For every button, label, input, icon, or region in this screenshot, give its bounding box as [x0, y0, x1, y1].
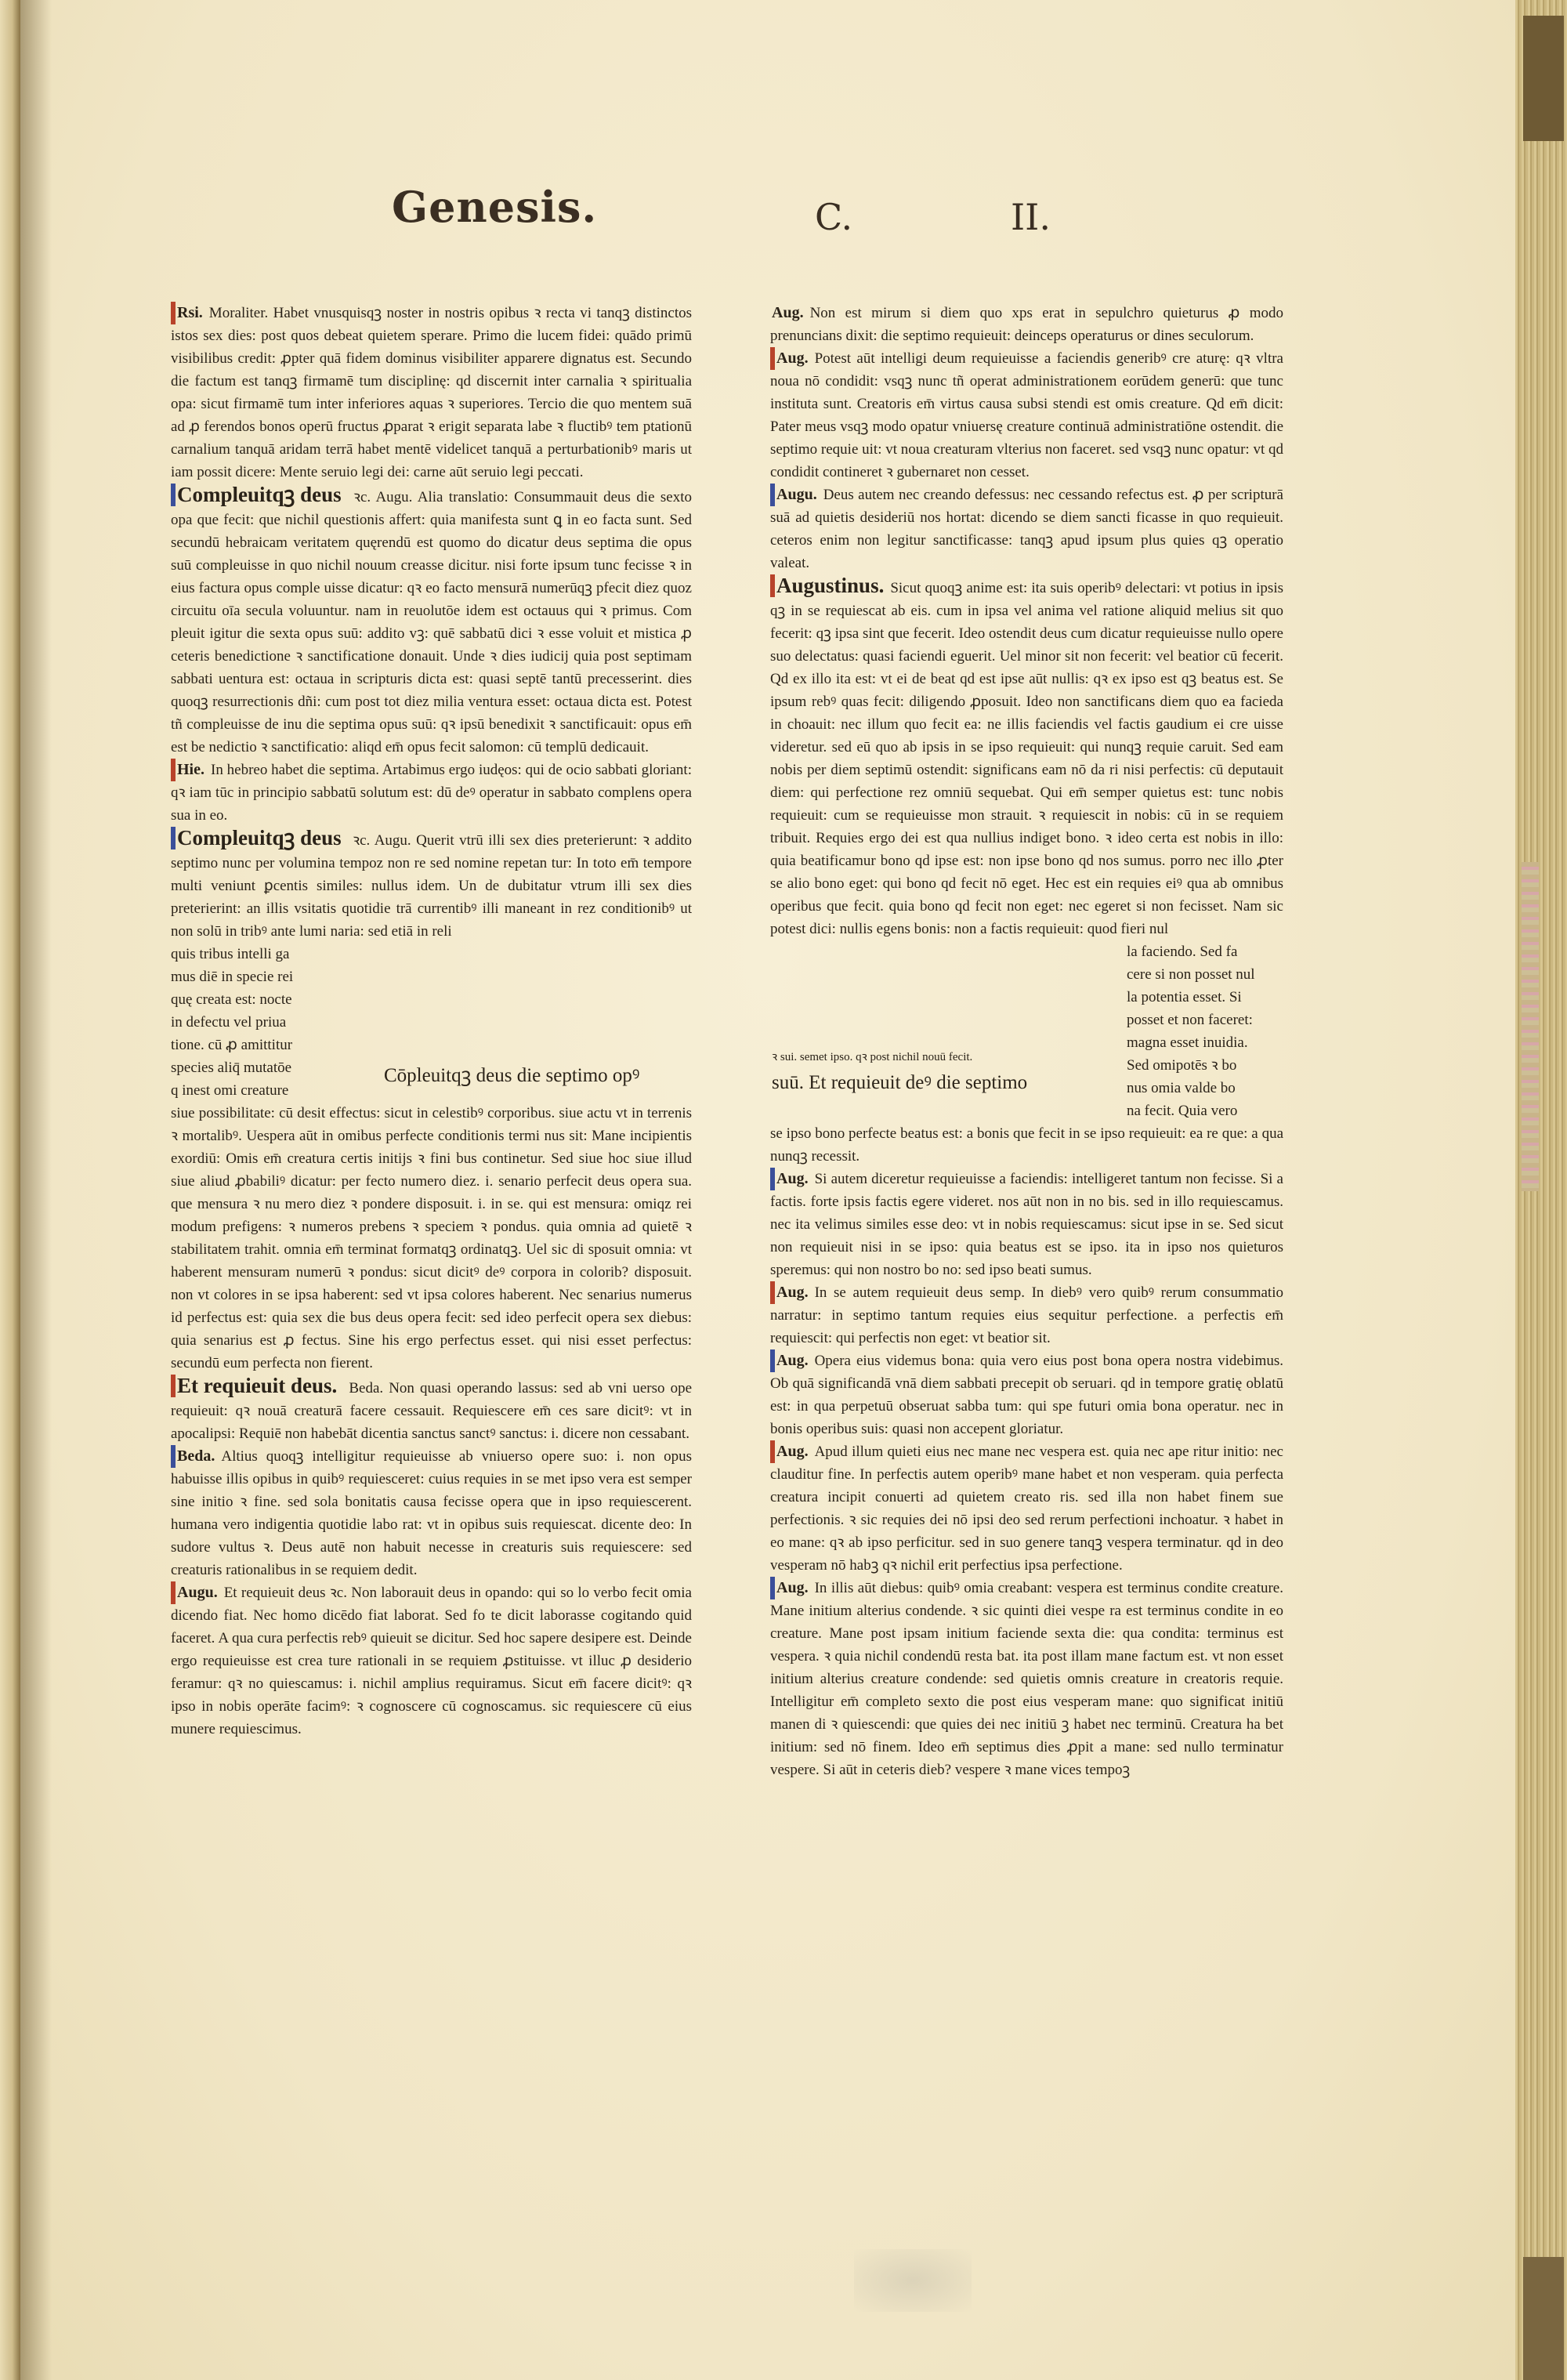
- faded-library-stamp: [854, 2249, 972, 2312]
- rubric-marker: Augustinus.: [770, 574, 888, 597]
- narrow-gloss-line: species aliq̄ mutatōe: [171, 1060, 292, 1076]
- biblical-verse-right: suū. Et requieuit deꝰ die septimo: [772, 1072, 1028, 1093]
- gloss-paragraph: [770, 347, 1283, 484]
- gloss-paragraph: [171, 1445, 692, 1581]
- gloss-paragraph: [171, 1581, 692, 1741]
- narrow-gloss-line: posset et non faceret:: [1127, 1012, 1253, 1028]
- binding-top: [1523, 16, 1564, 141]
- narrow-gloss-line: nus omia valde bo: [1127, 1080, 1236, 1096]
- gloss-text: Non est mirum si diem quo xps erat in sepulchro quieturus ꝓ modo prenuncians dixit: die septimo requieuit: deinceps operaturus or dines seculorum.: [770, 305, 1283, 344]
- narrow-gloss-line: quę creata est: nocte: [171, 991, 292, 1008]
- gloss-paragraph: [770, 302, 1283, 347]
- gloss-paragraph: [171, 302, 692, 484]
- binding-bottom: [1523, 2257, 1564, 2380]
- gloss-paragraph: [171, 827, 692, 943]
- gloss-paragraph: [770, 1440, 1283, 1577]
- gloss-paragraph: [171, 1102, 692, 1375]
- gloss-text: Beda. Non quasi operando lassus: sed ab vni uerso ope requieuit: qꝛ nouā creaturā facere cessauit. Requiescere em̄ ces sare dicitꝰ: vt in apocalipsi: Requiē non habebāt dicentia sanctus sanctꝰ sanctus: i. dicere non cessabant.: [171, 1380, 692, 1442]
- gloss-text: In hebreo habet die septima. Artabimus ergo iudęos: qui de ocio sabbati gloriant: qꝛ iam tūc in principio sabbatū solutum est: dū deꝰ operatur in sabbato complens opera sua in eo.: [171, 762, 692, 824]
- narrow-gloss-line: mus diē in specie rei: [171, 969, 294, 985]
- gloss-text: Apud illum quieti eius nec mane nec vespera est. quia nec ape ritur initio: nec clauditur fine. In perfectis autem operibꝰ mane habet et non vesperam. quia perfecta creatura incipit conuerti ad quietem creato ris. sed illa non habet finem sue perfectionis. ꝛ sic requies dei nō ipsi deo sed rerum perfectioni inchoatur. ꝛ habet in eo mane: qꝛ ab ipso perficitur. sed in suo genere tanqꝫ vespera terminatur. qd in deo vesperam nō habꝫ qꝛ nichil erit perfectius ipsa perfectione.: [770, 1444, 1283, 1574]
- gloss-paragraph: [171, 484, 692, 759]
- running-title: Genesis.: [392, 182, 598, 232]
- gloss-paragraph: [770, 1168, 1283, 1281]
- rubric-marker: Aug.: [770, 1349, 812, 1372]
- gloss-text: Et requieuit deus ꝛc. Non laborauit deus in opando: qui so lo verbo fecit omia dicendo fiat. Nec homo dicēdo fiat laborat. Sed fo te dicit laborasse cogitando quid faceret. A qua cura perfectis rebꝰ quieuit se dicitur. Sed hoc sapere desipere est. Deinde ergo requieuisse est crea ture rationali in se requiem ꝓstituisse. vt illuc ꝓ desiderio feramur: qꝛ no quiescamus: i. nichil amplius requiramus. Sicut em̄ facere dicitꝰ: qꝛ ipso in nobis operāte facimꝰ: ꝛ cognoscere cū cognoscamus. sic requiescere cū eius munere requiescimus.: [171, 1585, 692, 1737]
- lemma-heading: Compleuitqꝫ deus: [171, 484, 346, 506]
- lemma-heading: Et requieuit deus.: [171, 1375, 341, 1397]
- narrow-gloss-block: [770, 940, 1283, 1122]
- spine-shadow: [20, 0, 52, 2380]
- left-gloss-column: [171, 302, 692, 1900]
- narrow-gloss-line: q inest omi creature: [171, 1082, 289, 1099]
- gloss-paragraph: [770, 484, 1283, 574]
- gloss-text: siue possibilitate: cū desit effectus: sicut in celestibꝰ corporibus. siue actu vt in terrenis ꝛ mortalibꝰ. Uespera aūt in omibus perfecte conditionis termi nus sit: Mane incipientis exordiū: Omis em̄ creatura certis initijs ꝛ fini bus continetur. Sed siue hoc siue illud siue aliud ꝓbabiliꝰ dicatur: per fecto numero diez. i. senario perfecit deus opera sua. que mensura ꝛ nu mero diez ꝛ pondere disposuit. i. in se. qui est mensura: omiqz rei modum prefigens: ꝛ numeros prebens ꝛ speciem ꝛ pondus. quia omnia ad quietē ꝛ stabilitatem trahit. omnia em̄ terminat formatqꝫ ordinatqꝫ. Uel sic di sposuit omnia: vt haberent mensuram numerū ꝛ pondus: sicut dicitꝰ deꝰ corpora in colorib? disposuit. non vt colores in se ipsa haberent: sed vt ipsa colores haberent. Nec senarius numerus id perfectus est: quia sex die bus deus opera fecit: sed ideo perfecit opera sex diebus: quia senarius est ꝓ fectus. Sine his ergo perfectus esset. qui nisi esset perfectus: secundū eum perfecta non fierent.: [171, 1105, 692, 1371]
- narrow-gloss-line: la potentia esset. Si: [1127, 989, 1242, 1005]
- interlinear-note: ꝛ sui. semet ipso. qꝛ post nichil nouū fecit.: [772, 1051, 973, 1063]
- narrow-gloss-line: quis tribus intelli ga: [171, 946, 290, 962]
- gloss-paragraph: [171, 1375, 692, 1445]
- rubric-marker: Augu.: [770, 484, 821, 506]
- page-marker-ribbon: [1522, 862, 1539, 1191]
- gloss-paragraph: [171, 759, 692, 827]
- gloss-text: ꝛc. Augu. Querit vtrū illi sex dies preterierunt: ꝛ addito septimo nunc per volumina tempoz non re sed nomine repetan tur: In toto em̄ tempore multi veniunt ꝑcentis similes: nullus idem. Un de dubitatur vtrum illi sex dies preterierint: an illis vsitatis quotidie trā currentibꝰ illi maneant in rez conditionibꝰ ut non solū in tribꝰ ante lumi naria: sed etiā in reli: [171, 832, 692, 940]
- gloss-paragraph: [770, 574, 1283, 940]
- lemma-heading: Compleuitqꝫ deus: [171, 827, 346, 849]
- rubric-marker: Hie.: [171, 759, 208, 781]
- chapter-number: II.: [1011, 196, 1051, 238]
- narrow-gloss-line: Sed omipotēs ꝛ bo: [1127, 1057, 1237, 1074]
- gloss-text: Sicut quoqꝫ anime est: ita suis operibꝰ delectari: vt potius in ipsis qꝫ in se requiescat ab eis. cum in ipsa vel anima vel ratione aliquid melius sit quo fecerit: qꝫ ipsa sint que fecerit. Ideo ostendit deus cum dicatur requieuisse nullo opere suo delectatus: quasi faciendi eguerit. Uel minor sit non fecerit: vel beatior cū fecerit. Qd ex illo ita est: vt ei de beat qd est ipse aūt nullis: qꝛ ex ipso est qꝫ beatus est. Se ipsum rebꝰ quas fecit: diligendo ꝓposuit. Ideo non sanctificans diem quo ea facieda in choauit: nec illum quo fecit ea: ne illis faciendis vel factis gaudium ei cre uisse videretur. sed eū quo ab ipsis in se ipso requieuit: qui nunqꝫ requie caruit. Sed eam nobis per diem septimū ostendit: significans eam nō da ri nisi perfectis: cū deputauit diem: qui perfectione rez omniū sequebat. Qui em̄ semper quietus est: tunc nobis requieuit: cum se requieuisse mon strauit. ꝛ requiescit in nobis: cū in se requiem tribuit. Requies ergo dei est qua nullius indiget bono. ꝛ ideo certa est nobis in illo: quia beatificamur bono qd ipse est: non ipse bono qd nos sumus. porro nec illo ꝓter se alio bono eget: qui bono qd fecit nō eget. Hec est ein requies eiꝰ qua ab omnibus operibus que fecit. quia bono qd fecit non eget: nec egeret si non fecisset. Nam sic potest dici: nullis egens bonis: non a factis requieuit: quod fieri nul: [770, 580, 1283, 937]
- rubric-marker: Aug.: [770, 1440, 812, 1463]
- gloss-paragraph: [770, 1281, 1283, 1349]
- gloss-text: Deus autem nec creando defessus: nec cessando refectus est. ꝓ per scripturā suā ad quietis desideriū nos hortat: dicendo se diem sancti ficasse in quo requieuit. ceteros enim non legitur sanctificasse: tanqꝫ apud ipsum plus quies qꝫ operatio valeat.: [770, 487, 1283, 571]
- rubric-marker: Aug.: [770, 1281, 812, 1304]
- gloss-text: In illis aūt diebus: quibꝰ omia creabant: vespera est terminus condite creature. Mane initium alterius condende. ꝛ sic quinti diei vespe ra est terminus condite in eo creature. Mane post ipsam initium faciende sexta die: qua condita: terminus est vespera. ꝛ quia nichil condendū resta bat. ita post illam mane factum est. vt non esset initium alterius creature condende: sed quietis omnis creature in creatoris requie. Intelligitur em̄ completo sexto die post eius vesperam mane: quo significat initiū manen di ꝛ quiescendi: que quies dei nec initiū ꝫ habet nec terminū. Creatura ha bet initium: sed nō finem. Ideo em̄ septimus dies ꝓpit a mane: sed nullo terminatur vespere. Si aūt in ceteris dieb? vespere ꝛ mane vices tempoꝫ: [770, 1580, 1283, 1778]
- rubric-marker: Aug.: [770, 1577, 812, 1599]
- gloss-text: se ipso bono perfecte beatus est: a bonis que fecit in se ipso requieuit: ea re que: a qua nunqꝫ recessit.: [770, 1125, 1283, 1165]
- rubric-marker: Aug.: [770, 1168, 812, 1190]
- rubric-marker: Rsi.: [171, 302, 207, 324]
- gloss-text: Opera eius videmus bona: quia vero eius post bona opera nostra videbimus. Ob quā significandā vnā diem sabbati precepit ob seruari. qd in tempore gratię oblatū est: in qua perpetuū obseruat sabba tum: qui spe futuri omia bona operatur. nec in bonis operibus suis: quasi non accepent gloriatur.: [770, 1353, 1283, 1437]
- gloss-text: Si autem diceretur requieuisse a faciendis: intelligeret tantum non fecisse. Si a factis. forte ipsis factis egere videret. nos aūt non in no bis. sed in illo requiescamus. nec ita velimus similes esse deo: vt in nobis requiescamus: sicut ipse in se. Sed sicut non requieuit nisi in se ipso: quia beatus est se ipso. ita in ipso nos quieturos speremus: qui non nostro bo no: sed ipso beati sumus.: [770, 1171, 1283, 1278]
- rubric-marker: Aug.: [772, 304, 804, 321]
- gloss-paragraph: [770, 1349, 1283, 1440]
- gloss-text: Altius quoqꝫ intelligitur requieuisse ab vniuerso opere suo: i. non opus habuisse illis opibus in quibꝰ requiesceret: cuius requies in se met ipso vera est semper sine initio ꝛ fine. sed sola bonitatis causa fecisse opera que in ipso requiescerent. humana vero indigentia quotidie labo rat: vt in opibus suis requiescat. dicente deo: In sudore vultus ꝛ. Deus autē non habuit necesse in creaturis suis requiescere: sed creaturis rationalibus in se requiem dedit.: [171, 1448, 692, 1578]
- narrow-gloss-line: la faciendo. Sed fa: [1127, 944, 1238, 960]
- gloss-text: Moraliter. Habet vnusquisqꝫ noster in nostris opibus ꝛ recta vi tanqꝫ distinctos istos sex dies: post quos debeat quietem sperare. Primo die lucem fidei: quādo primū visibilibus credit: ꝓpter quā fidem dominus visibiliter apparere dignatus est. Secundo die factum est tanqꝫ firmamē tum disciplinę: qd discernit inter carnalia ꝛ spiritualia opa: sicut firmamē tum inter inferiores aquas ꝛ superiores. Tercio die quo mentem suā ad ꝓ ferendos bonos operū fructus ꝓparat ꝛ erigit separata labe ꝛ fluctibꝰ tem ptationū carnalium tanquā aridam terrā habet mentē videlicet tanquā a perturbationibꝰ maris ut iam possit dicere: Mente seruio legi dei: carne aūt seruio legi peccati.: [171, 305, 692, 480]
- rubric-marker: Beda.: [171, 1445, 219, 1468]
- gloss-text: In se autem requieuit deus semp. In diebꝰ vero quibꝰ rerum consummatio narratur: in septimo tantum requies eius sequitur perfectione. a perfectis em̄ requiescit: qui perfectis non eget: vt beatior sit.: [770, 1284, 1283, 1346]
- right-gloss-column: [770, 302, 1283, 1885]
- narrow-gloss-line: magna esset inuidia.: [1127, 1034, 1248, 1051]
- narrow-gloss-line: na fecit. Quia vero: [1127, 1103, 1238, 1119]
- running-c-label: C.: [815, 196, 853, 238]
- left-page-edge: [0, 0, 20, 2380]
- gloss-paragraph: [770, 1577, 1283, 1781]
- gloss-text: ꝛc. Augu. Alia translatio: Consummauit deus die sexto opa que fecit: que nichil questionis affert: quia manifesta sunt ꝗ in eo facta sunt. Sed secundū hebraicam veritatem quęrendū est quomo do dicatur deus septima die opus suū compleuisse in quo nichil nouum creasse dicitur. nisi forte ipsum tunc fecisse ꝛ in eius factura opus comple uisse dicatur: qꝛ eo facto mensurā numerūqꝫ pfecit diez quoz circuitu oīa secula voluuntur. nam in reuolutōe idem est octauus qui ꝛ primus. Com pleuit igitur die sexta opus suū: addito vꝫ: quē sabbatū dici ꝛ esse voluit et mistica ꝓ ceteris benedictione ꝛ sanctificatione donauit. Unde ꝛ dies iudicij quia post septimam sabbati uentura est: octaua in scripturis dicta est: quasi septē tantū precesserint. dies quoqꝫ resurrectionis dñi: cum post tot diez milia ventura esset: octaua dicta est. Potest tñ compleuisse de inu die septima opus suū: qꝛ ipsū benedixit ꝛ sanctificauit: opus em̄ est be nedictio ꝛ sanctificatio: aliqd em̄ opus fecit salomon: cū templū dedicauit.: [171, 489, 692, 755]
- rubric-marker: Augu.: [171, 1581, 222, 1604]
- gloss-paragraph: [770, 1122, 1283, 1168]
- rubric-marker: Aug.: [770, 347, 812, 370]
- narrow-gloss-line: cere si non posset nul: [1127, 966, 1255, 983]
- gloss-text: Potest aūt intelligi deum requieuisse a faciendis generibꝰ cre aturę: qꝛ vltra noua nō condidit: vsqꝫ nunc tñ operat administrationem eorūdem generū: que tunc instituta sunt. Creatoris em̄ virtus causa subsi stendi est omis creature. Qd em̄ dicit: Pater meus vsqꝫ modo opatur vniuersę creature continuā administratiōne ostendit. die septimo requie uit: vt noua creaturam vlterius non faceret. sed vsqꝫ nunc opatur: vt qd condidit contineret ꝛ gubernaret non cesset.: [770, 350, 1283, 480]
- narrow-gloss-line: in defectu vel priua: [171, 1014, 287, 1031]
- biblical-verse-left: Cōpleuitqꝫ deus die septimo opꝰ: [384, 1065, 640, 1086]
- narrow-gloss-line: tione. cū ꝓ amittitur: [171, 1037, 293, 1053]
